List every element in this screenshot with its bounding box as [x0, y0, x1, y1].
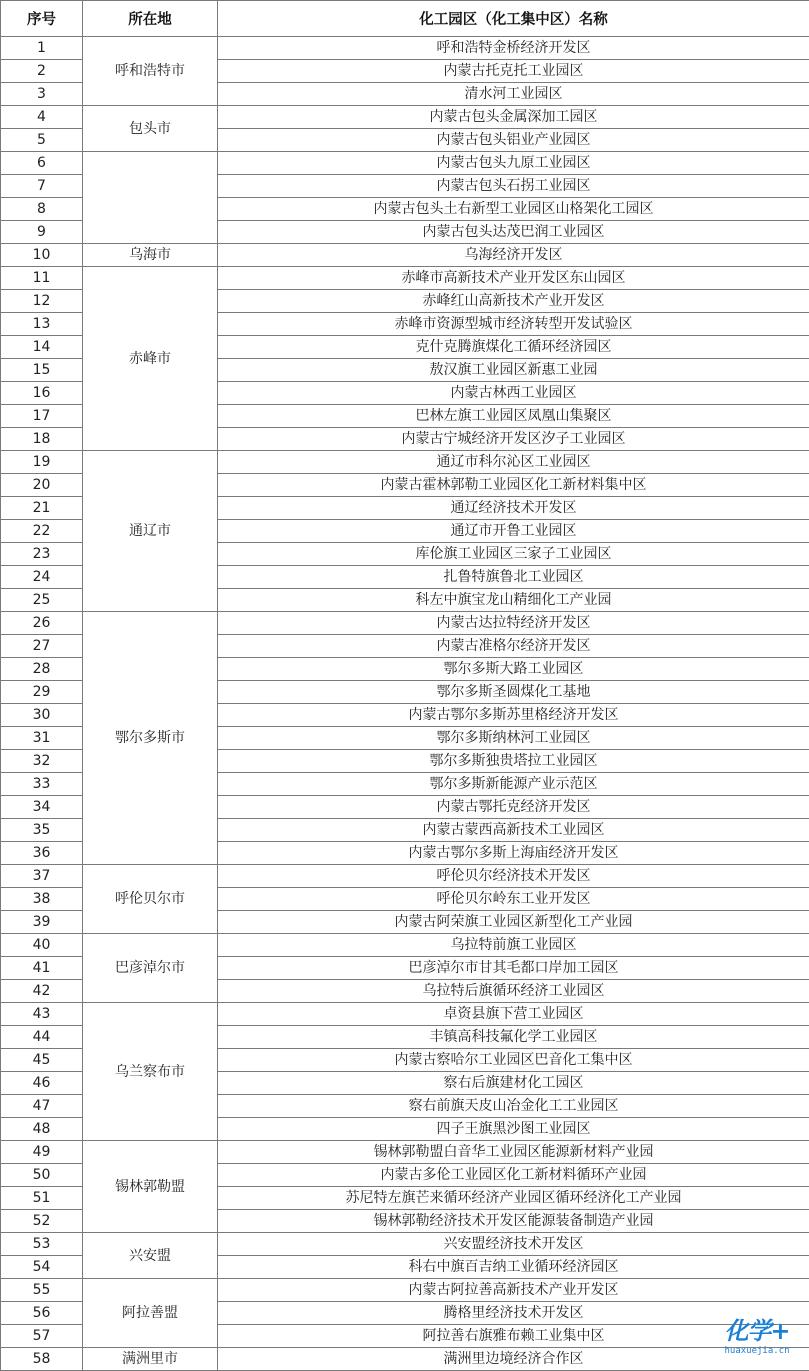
- row-index: 33: [1, 773, 83, 796]
- table-row: [1, 244, 809, 267]
- row-index: 30: [1, 704, 83, 727]
- row-index: 55: [1, 1279, 83, 1302]
- row-index: 43: [1, 1003, 83, 1026]
- park-name-cell: 内蒙古准格尔经济开发区: [218, 635, 809, 658]
- row-index: 36: [1, 842, 83, 865]
- watermark-url: huaxuejia.cn: [724, 1346, 790, 1356]
- location-cell: 乌海市: [83, 244, 218, 267]
- location-cell: 锡林郭勒盟: [83, 1141, 218, 1233]
- row-index: 19: [1, 451, 83, 474]
- location-cell: 包头市: [83, 106, 218, 152]
- park-name-cell: 敖汉旗工业园区新惠工业园: [218, 359, 809, 382]
- location-cell: 通辽市: [83, 451, 218, 612]
- park-name-cell: 鄂尔多斯独贵塔拉工业园区: [218, 750, 809, 773]
- row-index: 56: [1, 1302, 83, 1325]
- table-row: [1, 152, 809, 175]
- row-index: 46: [1, 1072, 83, 1095]
- location-cell: 阿拉善盟: [83, 1279, 218, 1348]
- table-row: [1, 1279, 809, 1302]
- row-index: 2: [1, 60, 83, 83]
- location-cell: 鄂尔多斯市: [83, 612, 218, 865]
- table-row: [1, 106, 809, 129]
- park-name-cell: 内蒙古包头达茂巴润工业园区: [218, 221, 809, 244]
- row-index: 53: [1, 1233, 83, 1256]
- header-index: 序号: [1, 1, 83, 37]
- park-name-cell: 赤峰红山高新技术产业开发区: [218, 290, 809, 313]
- row-index: 20: [1, 474, 83, 497]
- park-name-cell: 清水河工业园区: [218, 83, 809, 106]
- row-index: 16: [1, 382, 83, 405]
- header-location: 所在地: [83, 1, 218, 37]
- location-cell: 满洲里市: [83, 1348, 218, 1371]
- table-row: [1, 865, 809, 888]
- park-name-cell: 内蒙古鄂托克经济开发区: [218, 796, 809, 819]
- park-name-cell: 内蒙古鄂尔多斯上海庙经济开发区: [218, 842, 809, 865]
- row-index: 51: [1, 1187, 83, 1210]
- park-name-cell: 通辽市科尔沁区工业园区: [218, 451, 809, 474]
- park-name-cell: 赤峰市资源型城市经济转型开发试验区: [218, 313, 809, 336]
- park-name-cell: 内蒙古霍林郭勒工业园区化工新材料集中区: [218, 474, 809, 497]
- row-index: 5: [1, 129, 83, 152]
- park-name-cell: 内蒙古林西工业园区: [218, 382, 809, 405]
- row-index: 50: [1, 1164, 83, 1187]
- park-name-cell: 内蒙古包头铝业产业园区: [218, 129, 809, 152]
- row-index: 15: [1, 359, 83, 382]
- park-name-cell: 呼伦贝尔经济技术开发区: [218, 865, 809, 888]
- park-name-cell: 内蒙古托克托工业园区: [218, 60, 809, 83]
- row-index: 39: [1, 911, 83, 934]
- row-index: 29: [1, 681, 83, 704]
- row-index: 11: [1, 267, 83, 290]
- park-name-cell: 巴林左旗工业园区凤凰山集聚区: [218, 405, 809, 428]
- park-name-cell: 内蒙古察哈尔工业园区巴音化工集中区: [218, 1049, 809, 1072]
- row-index: 45: [1, 1049, 83, 1072]
- row-index: 41: [1, 957, 83, 980]
- location-cell: 巴彦淖尔市: [83, 934, 218, 1003]
- park-name-cell: 科左中旗宝龙山精细化工产业园: [218, 589, 809, 612]
- row-index: 21: [1, 497, 83, 520]
- park-name-cell: 扎鲁特旗鲁北工业园区: [218, 566, 809, 589]
- park-name-cell: 苏尼特左旗芒来循环经济产业园区循环经济化工产业园: [218, 1187, 809, 1210]
- location-cell: 呼伦贝尔市: [83, 865, 218, 934]
- row-index: 54: [1, 1256, 83, 1279]
- park-name-cell: 丰镇高科技氟化学工业园区: [218, 1026, 809, 1049]
- park-name-cell: 乌海经济开发区: [218, 244, 809, 267]
- park-name-cell: 鄂尔多斯纳林河工业园区: [218, 727, 809, 750]
- park-name-cell: 鄂尔多斯大路工业园区: [218, 658, 809, 681]
- table-row: [1, 451, 809, 474]
- row-index: 49: [1, 1141, 83, 1164]
- park-name-cell: 鄂尔多斯新能源产业示范区: [218, 773, 809, 796]
- row-index: 10: [1, 244, 83, 267]
- row-index: 34: [1, 796, 83, 819]
- park-name-cell: 腾格里经济技术开发区: [218, 1302, 809, 1325]
- park-name-cell: 内蒙古阿拉善高新技术产业开发区: [218, 1279, 809, 1302]
- row-index: 4: [1, 106, 83, 129]
- park-name-cell: 赤峰市高新技术产业开发区东山园区: [218, 267, 809, 290]
- park-name-cell: 内蒙古鄂尔多斯苏里格经济开发区: [218, 704, 809, 727]
- table-row: [1, 1233, 809, 1256]
- park-name-cell: 内蒙古包头金属深加工园区: [218, 106, 809, 129]
- header-park-name: 化工园区（化工集中区）名称: [218, 1, 809, 37]
- row-index: 52: [1, 1210, 83, 1233]
- location-cell: 呼和浩特市: [83, 37, 218, 106]
- row-index: 35: [1, 819, 83, 842]
- park-name-cell: 呼和浩特金桥经济开发区: [218, 37, 809, 60]
- park-name-cell: 库伦旗工业园区三家子工业园区: [218, 543, 809, 566]
- park-name-cell: 科右中旗百吉纳工业循环经济园区: [218, 1256, 809, 1279]
- park-name-cell: 鄂尔多斯圣圆煤化工基地: [218, 681, 809, 704]
- location-cell: 赤峰市: [83, 267, 218, 451]
- park-name-cell: 克什克腾旗煤化工循环经济园区: [218, 336, 809, 359]
- park-name-cell: 通辽市开鲁工业园区: [218, 520, 809, 543]
- row-index: 37: [1, 865, 83, 888]
- table-header-row: [1, 1, 809, 37]
- row-index: 42: [1, 980, 83, 1003]
- park-name-cell: 卓资县旗下营工业园区: [218, 1003, 809, 1026]
- table-row: [1, 267, 809, 290]
- park-name-cell: 满洲里边境经济合作区: [218, 1348, 809, 1371]
- location-cell: 乌兰察布市: [83, 1003, 218, 1141]
- park-name-cell: 乌拉特后旗循环经济工业园区: [218, 980, 809, 1003]
- row-index: 6: [1, 152, 83, 175]
- park-name-cell: 锡林郭勒盟白音华工业园区能源新材料产业园: [218, 1141, 809, 1164]
- park-name-cell: 通辽经济技术开发区: [218, 497, 809, 520]
- row-index: 32: [1, 750, 83, 773]
- table-row: [1, 934, 809, 957]
- park-name-cell: 呼伦贝尔岭东工业开发区: [218, 888, 809, 911]
- watermark-logo: [717, 1317, 797, 1361]
- table-row: [1, 612, 809, 635]
- park-name-cell: 内蒙古蒙西高新技术工业园区: [218, 819, 809, 842]
- row-index: 28: [1, 658, 83, 681]
- park-name-cell: 锡林郭勒经济技术开发区能源装备制造产业园: [218, 1210, 809, 1233]
- park-name-cell: 四子王旗黑沙图工业园区: [218, 1118, 809, 1141]
- park-name-cell: 内蒙古包头石拐工业园区: [218, 175, 809, 198]
- row-index: 18: [1, 428, 83, 451]
- park-name-cell: 察右前旗天皮山冶金化工工业园区: [218, 1095, 809, 1118]
- park-name-cell: 内蒙古多伦工业园区化工新材料循环产业园: [218, 1164, 809, 1187]
- park-name-cell: 乌拉特前旗工业园区: [218, 934, 809, 957]
- row-index: 17: [1, 405, 83, 428]
- row-index: 23: [1, 543, 83, 566]
- row-index: 25: [1, 589, 83, 612]
- row-index: 57: [1, 1325, 83, 1348]
- table-row: [1, 37, 809, 60]
- row-index: 13: [1, 313, 83, 336]
- row-index: 31: [1, 727, 83, 750]
- park-name-cell: 内蒙古阿荣旗工业园区新型化工产业园: [218, 911, 809, 934]
- row-index: 58: [1, 1348, 83, 1371]
- row-index: 3: [1, 83, 83, 106]
- row-index: 40: [1, 934, 83, 957]
- table-row: [1, 1348, 809, 1371]
- park-name-cell: 巴彦淖尔市甘其毛都口岸加工园区: [218, 957, 809, 980]
- row-index: 1: [1, 37, 83, 60]
- table-body: [1, 37, 809, 1371]
- row-index: 44: [1, 1026, 83, 1049]
- row-index: 8: [1, 198, 83, 221]
- park-name-cell: 内蒙古包头九原工业园区: [218, 152, 809, 175]
- row-index: 47: [1, 1095, 83, 1118]
- park-name-cell: 内蒙古宁城经济开发区汐子工业园区: [218, 428, 809, 451]
- row-index: 24: [1, 566, 83, 589]
- watermark-logo-text: 化学+: [724, 1317, 790, 1345]
- row-index: 22: [1, 520, 83, 543]
- row-index: 9: [1, 221, 83, 244]
- park-name-cell: 阿拉善右旗雅布赖工业集中区: [218, 1325, 809, 1348]
- row-index: 27: [1, 635, 83, 658]
- row-index: 48: [1, 1118, 83, 1141]
- location-cell: 兴安盟: [83, 1233, 218, 1279]
- park-name-cell: 察右后旗建材化工园区: [218, 1072, 809, 1095]
- park-name-cell: 兴安盟经济技术开发区: [218, 1233, 809, 1256]
- park-name-cell: 内蒙古达拉特经济开发区: [218, 612, 809, 635]
- row-index: 14: [1, 336, 83, 359]
- table-row: [1, 1141, 809, 1164]
- location-cell: [83, 152, 218, 244]
- park-name-cell: 内蒙古包头土右新型工业园区山格架化工园区: [218, 198, 809, 221]
- row-index: 7: [1, 175, 83, 198]
- table-row: [1, 1003, 809, 1026]
- row-index: 26: [1, 612, 83, 635]
- row-index: 12: [1, 290, 83, 313]
- row-index: 38: [1, 888, 83, 911]
